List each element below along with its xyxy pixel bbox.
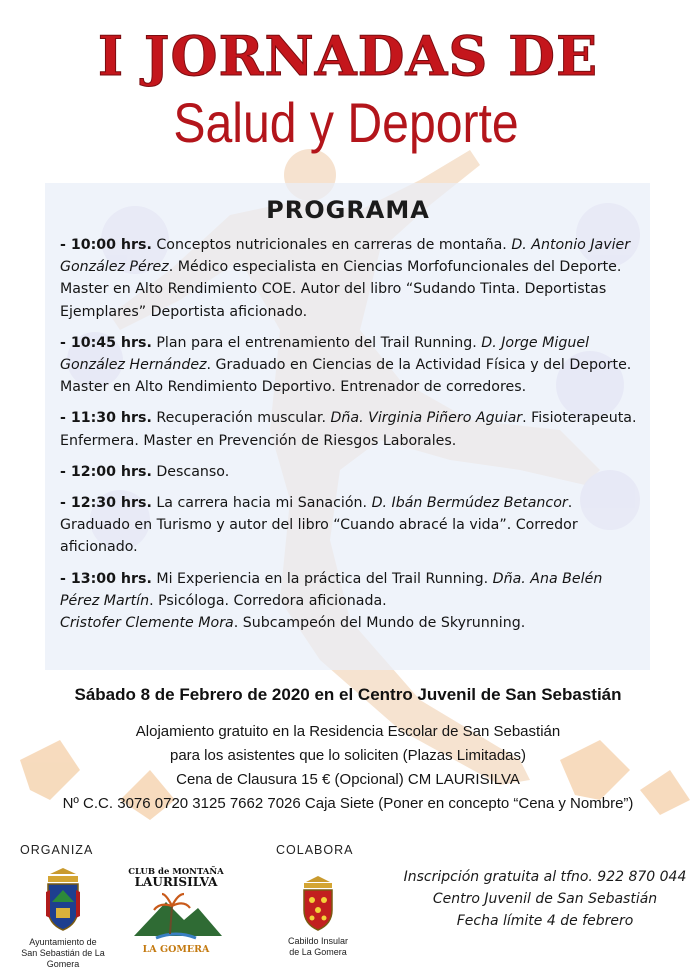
ayuntamiento-caption [10,937,116,970]
ayuntamiento-caption-line1: Ayuntamiento de [29,937,97,947]
inscription-phone: Inscripción gratuita al tfno. 922 870 044 [403,869,687,885]
cabildo-caption [268,936,368,958]
info-line: Alojamiento gratuito en la Residencia Escolar de San Sebastián [135,723,561,740]
item-extra-speaker: Cristofer Clemente Mora [60,615,234,632]
program-heading: PROGRAMA [266,196,430,224]
info-block [0,720,696,816]
item-details: . Psicóloga. Corredora aficionada. [149,592,387,609]
item-time: - 10:45 hrs. [60,334,152,351]
item-speaker: D. Ibán Bermúdez Betancor [371,495,568,512]
cabildo-caption-line1: Cabildo Insular [287,936,349,946]
item-topic: Recuperación muscular. [151,410,331,427]
item-time: - 12:00 hrs. [60,463,152,480]
program-list [60,234,642,643]
cabildo-coat-of-arms-icon [298,876,338,932]
item-time: - 10:00 hrs. [60,237,152,253]
club-laurisilva-logo [126,864,226,958]
item-extra-details: . Subcampeón del Mundo de Skyrunning. [233,615,526,632]
club-logo-line1: CLUB de MONTAÑA [128,867,224,877]
program-item [60,332,642,399]
info-line: Nº C.C. 3076 0720 3125 7662 7026 Caja Siete (Poner en concepto “Cena y Nombre”) [62,795,634,812]
item-time: - 11:30 hrs. [60,410,152,427]
inscription-deadline: Fecha límite 4 de febrero [456,913,634,929]
item-topic: Conceptos nutricionales en carreras de montaña. [151,237,512,253]
colabora-label: COLABORA [276,843,354,857]
item-topic: Descanso. [151,463,230,480]
program-item [60,568,642,635]
item-time: - 12:30 hrs. [60,495,152,512]
organiza-label: ORGANIZA [20,843,94,857]
club-logo-line3: LA GOMERA [142,944,210,955]
item-details: . Fisioterapeuta. Enfermera. Master en Prevención de Riesgos Laborales. [60,410,637,449]
club-logo-line2: LAURISILVA [134,875,218,889]
item-topic: Mi Experiencia en la práctica del Trail Running. [151,570,493,587]
item-details: . Graduado en Turismo y autor del libro “Cuando abracé la vida”. Corredor aficionado. [60,495,578,556]
item-speaker: D. Antonio Javier González Pérez [60,237,631,276]
program-item [60,461,642,483]
info-line: Cena de Clausura 15 € (Opcional) CM LAURISILVA [176,771,520,788]
event-title-line2: Salud y Deporte [173,91,519,154]
item-topic: Plan para el entrenamiento del Trail Running. [151,334,482,351]
item-time: - 13:00 hrs. [60,570,152,587]
item-details: . Graduado en Ciencias de la Actividad Física y del Deporte. Master en Alto Rendimiento Deportivo. Entrenador de corredores. [60,357,632,396]
inscription-info [400,866,690,932]
ayuntamiento-coat-of-arms-icon [42,868,84,932]
program-item [60,492,642,559]
inscription-venue: Centro Juvenil de San Sebastián [432,891,658,907]
item-speaker: Dña. Virginia Piñero Aguiar [330,410,523,427]
item-speaker: D. Jorge Miguel González Hernández [60,334,590,374]
cabildo-caption-line2: de La Gomera [289,947,347,957]
info-line: para los asistentes que lo soliciten (Plazas Limitadas) [169,747,526,764]
program-item [60,407,642,451]
event-title-line1: I JORNADAS DE [97,24,599,88]
event-date-location: Sábado 8 de Febrero de 2020 en el Centro Juvenil de San Sebastián [74,685,622,704]
item-details: . Médico especialista en Ciencias Morfofuncionales del Deporte. Master en Alto Rendimiento COE. Autor del libro “Sudando Tinta. Deportistas Ejemplares” Deportista aficionado. [60,259,622,320]
program-item [60,234,642,323]
item-speaker: Dña. Ana Belén Pérez Martín [60,570,603,609]
item-topic: La carrera hacia mi Sanación. [151,495,372,512]
ayuntamiento-caption-line2: San Sebastián de La Gomera [21,948,105,969]
